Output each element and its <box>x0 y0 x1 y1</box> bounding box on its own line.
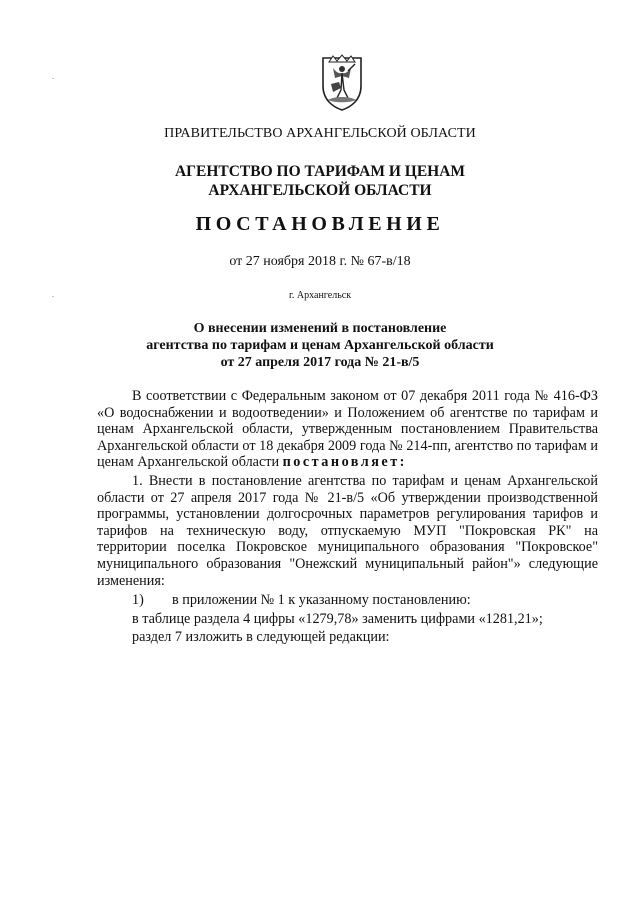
document-type: ПОСТАНОВЛЕНИЕ <box>195 213 445 235</box>
scan-speck <box>52 78 54 79</box>
document-city: г. Архангельск <box>288 290 352 301</box>
table-change-text: в таблице раздела 4 цифры «1279,78» заменить цифрами «1281,21»; <box>132 611 543 627</box>
table-change-line <box>97 611 598 628</box>
coat-of-arms-emblem <box>319 54 365 112</box>
government-title: ПРАВИТЕЛЬСТВО АРХАНГЕЛЬСКОЙ ОБЛАСТИ <box>164 126 476 141</box>
section-change-line <box>97 629 598 646</box>
preamble-text: В соответствии с Федеральным законом от 07 декабря 2011 года № 416-ФЗ «О водоснабжении и водоотведении» и Положением об агентстве по тарифам и ценам Архангельской области, утвержденным постановлением Правительства Архангельской области от 18 декабря 2009 года № 214-пп, агентство по тарифам и ценам Архангельской области <box>97 388 598 471</box>
decree-word: постановляет: <box>282 454 407 471</box>
section-change-text: раздел 7 изложить в следующей редакции: <box>132 629 390 645</box>
document-date-number: от 27 ноября 2018 г. № 67-в/18 <box>229 254 411 269</box>
item-1-paragraph <box>97 473 598 589</box>
item-1-text: Внести в постановление агентства по тарифам и ценам Архангельской области от 27 апреля 2017 года № 21-в/5 «Об утверждении производственной программы, установлении долгосрочных параметров регулирования тарифов и тарифов на техническую воду, отпускаемую МУП "Покровская РК" на территории поселка Покровское муниципального образования "Покровское" муниципального образования "Онежский муниципальный район"» следующие изменения: <box>97 473 598 589</box>
subitem-1-number: 1) <box>132 592 144 608</box>
subitem-1-text: в приложении № 1 к указанному постановлению: <box>172 592 471 608</box>
preamble-paragraph <box>97 388 598 471</box>
subject-line: агентства по тарифам и ценам Архангельской области <box>146 338 494 353</box>
subject-line: О внесении изменений в постановление <box>193 321 447 336</box>
subitem-1-paragraph <box>97 592 598 609</box>
scan-speck <box>52 296 54 297</box>
subject-line: от 27 апреля 2017 года № 21-в/5 <box>220 355 420 370</box>
agency-title-line: АГЕНТСТВО ПО ТАРИФАМ И ЦЕНАМ <box>174 163 466 180</box>
agency-title-line: АРХАНГЕЛЬСКОЙ ОБЛАСТИ <box>208 182 432 199</box>
item-1-number: 1. <box>132 473 143 489</box>
document-subject <box>0 320 640 371</box>
agency-title <box>0 162 640 200</box>
